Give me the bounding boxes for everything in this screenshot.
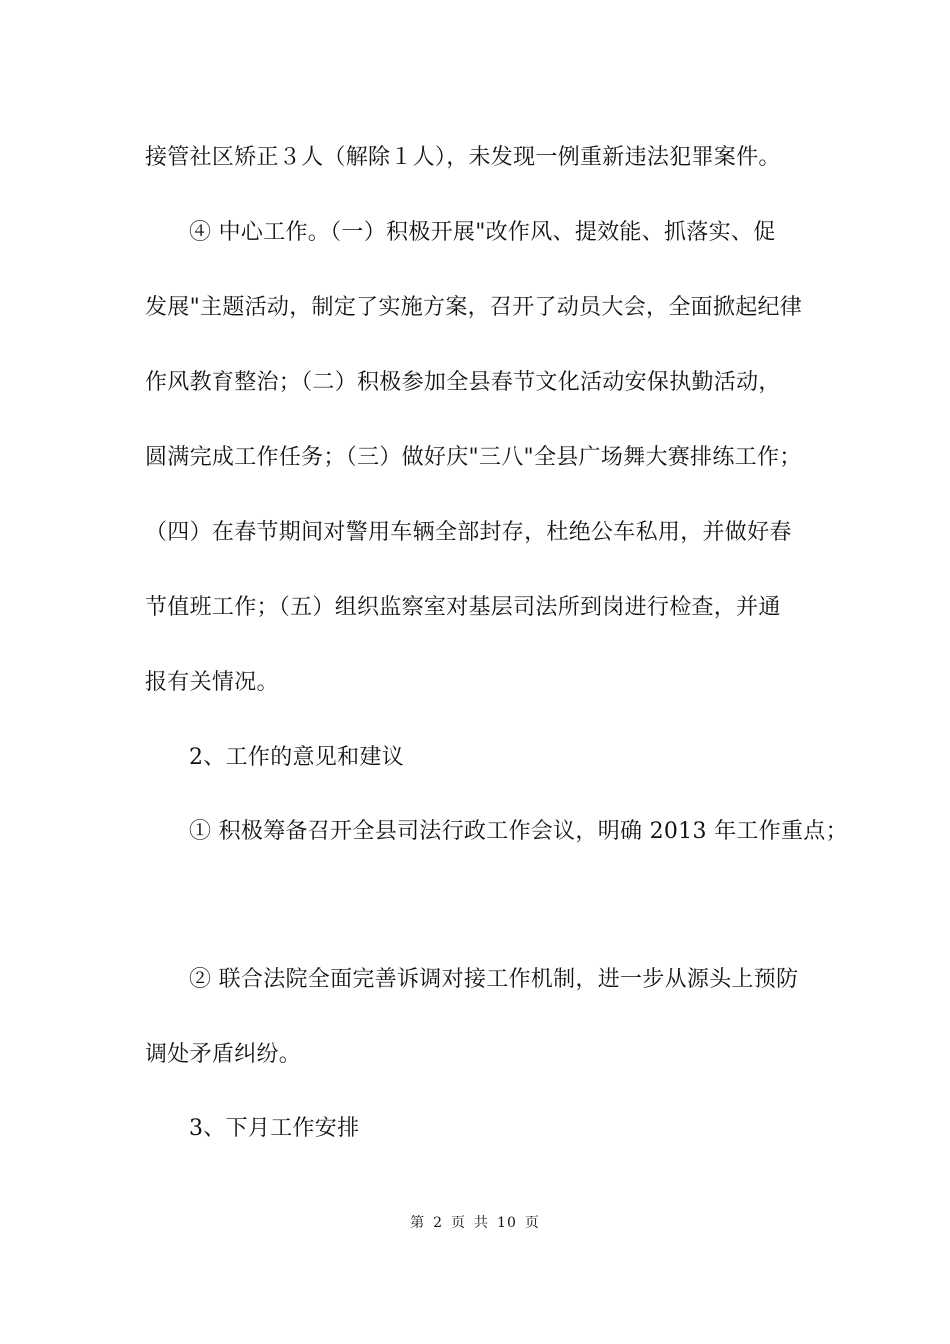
section-heading: 3、下月工作安排 bbox=[189, 1116, 360, 1141]
footer-prefix: 第 bbox=[410, 1215, 426, 1231]
page-footer bbox=[0, 1213, 950, 1233]
paragraph-line: ① 积极筹备召开全县司法行政工作会议，明确 2013 年工作重点； bbox=[189, 819, 848, 844]
paragraph-line: 报有关情况。 bbox=[145, 670, 279, 695]
footer-suffix: 页 bbox=[524, 1215, 540, 1231]
paragraph-line: 发展"主题活动，制定了实施方案，召开了动员大会，全面掀起纪律 bbox=[145, 295, 803, 320]
paragraph-line: 调处矛盾纠纷。 bbox=[145, 1042, 302, 1067]
total-page-count: 10 bbox=[497, 1215, 517, 1231]
footer-page-word: 页 bbox=[451, 1215, 467, 1231]
current-page-number: 2 bbox=[433, 1215, 444, 1231]
paragraph-line: （四）在春节期间对警用车辆全部封存，杜绝公车私用，并做好春 bbox=[145, 520, 792, 545]
paragraph-line: 节值班工作；（五）组织监察室对基层司法所到岗进行检查，并通 bbox=[145, 595, 781, 620]
paragraph-line: ④ 中心工作。（一）积极开展"改作风、提效能、抓落实、促 bbox=[189, 220, 776, 245]
paragraph-line: 接管社区矫正３人（解除１人），未发现一例重新违法犯罪案件。 bbox=[145, 145, 781, 170]
section-heading: 2、工作的意见和建议 bbox=[189, 745, 404, 770]
footer-total-word: 共 bbox=[474, 1215, 490, 1231]
paragraph-line: 作风教育整治；（二）积极参加全县春节文化活动安保执勤活动， bbox=[145, 370, 781, 395]
paragraph-line: ② 联合法院全面完善诉调对接工作机制，进一步从源头上预防 bbox=[189, 967, 799, 992]
paragraph-line: 圆满完成工作任务；（三）做好庆"三八"全县广场舞大赛排练工作； bbox=[145, 445, 802, 470]
